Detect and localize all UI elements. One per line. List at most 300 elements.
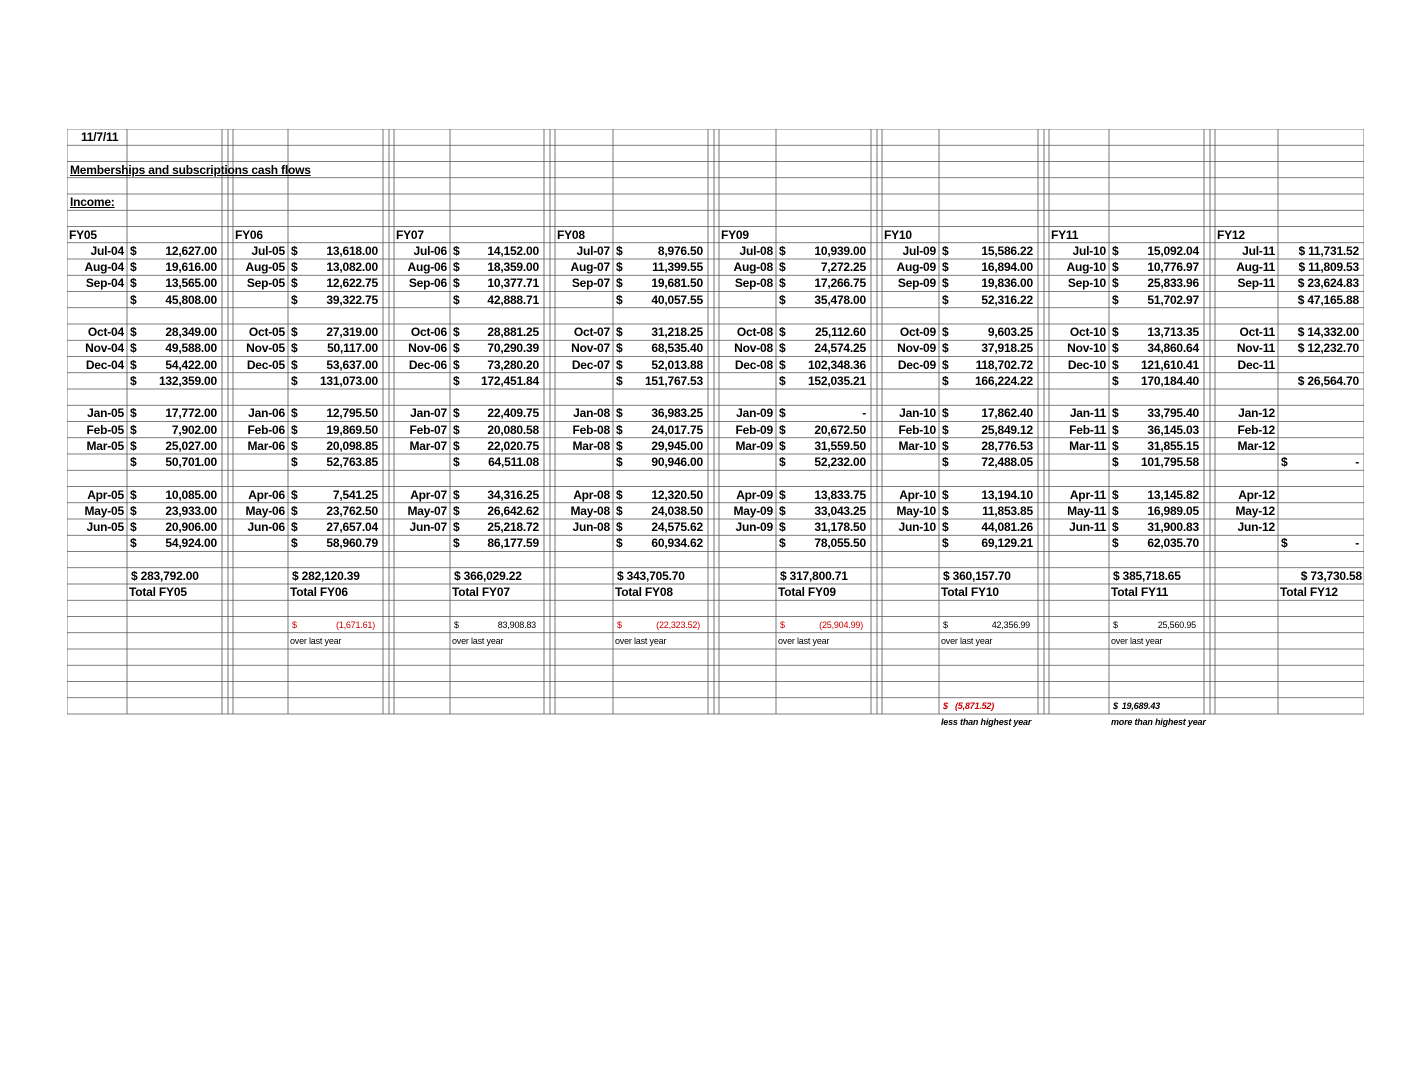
currency-sign: $: [616, 357, 623, 372]
currency-sign: $: [291, 438, 298, 453]
month-label: Nov-08: [734, 341, 773, 356]
month-amount: 23,762.50: [326, 503, 378, 518]
month-amount: 20,672.50: [814, 422, 866, 437]
currency-sign: $: [453, 503, 460, 518]
quarter-subtotal: -: [1355, 536, 1359, 551]
month-amount: 10,377.71: [487, 276, 539, 291]
month-amount: 16,989.05: [1147, 503, 1199, 518]
month-label: Jan-08: [573, 406, 610, 421]
month-label: Apr-05: [87, 487, 124, 502]
month-amount: 12,627.00: [165, 243, 217, 258]
currency-sign: $: [291, 357, 298, 372]
month-amount: 25,849.12: [981, 422, 1033, 437]
month-amount: 24,017.75: [651, 422, 703, 437]
quarter-subtotal: 45,808.00: [165, 292, 217, 307]
currency-sign: $: [453, 438, 460, 453]
currency-sign: $: [291, 520, 298, 534]
month-label: Jun-05: [86, 520, 124, 534]
quarter-subtotal: 166,224.22: [974, 373, 1033, 388]
quarter-subtotal: 52,232.00: [814, 455, 866, 469]
month-amount: 23,933.00: [165, 503, 217, 518]
month-amount: 10,776.97: [1147, 260, 1199, 274]
currency-sign: $: [130, 325, 137, 339]
month-label: Jun-09: [735, 520, 773, 534]
currency-sign: $: [453, 243, 460, 258]
currency-sign: $: [130, 455, 137, 469]
month-label: Apr-07: [410, 487, 447, 502]
quarter-subtotal: 39,322.75: [326, 292, 378, 307]
month-label: Jul-05: [251, 243, 285, 258]
currency-sign: $: [1112, 292, 1119, 307]
currency-sign: $: [779, 373, 786, 388]
month-amount: 27,657.04: [326, 520, 378, 534]
fy-grand-total: $ 343,705.70: [617, 568, 685, 583]
month-amount: 25,833.96: [1147, 276, 1199, 291]
month-label: Sep-08: [734, 276, 773, 291]
month-amount: 29,945.00: [651, 438, 703, 453]
currency-sign: $: [1112, 422, 1119, 437]
month-amount: 25,112.60: [815, 325, 866, 339]
currency-sign: $: [130, 292, 137, 307]
highest-note: more than highest year: [1111, 717, 1206, 727]
change-vs-highest-year: 19,689.43: [1121, 700, 1160, 711]
currency-sign: $: [130, 438, 137, 453]
currency-sign: $: [616, 325, 623, 339]
month-amount: 15,092.04: [1147, 243, 1199, 258]
month-amount: $ 11,731.52: [1298, 243, 1359, 258]
month-amount: 13,082.00: [326, 260, 378, 274]
currency-sign: $: [453, 276, 460, 291]
quarter-subtotal: 42,888.71: [487, 292, 539, 307]
currency-sign: $: [453, 292, 460, 307]
currency-sign: $: [779, 243, 786, 258]
month-label: Apr-11: [1069, 487, 1106, 502]
month-amount: 14,152.00: [487, 243, 539, 258]
currency-sign: $: [130, 503, 137, 518]
month-amount: 13,565.00: [165, 276, 217, 291]
month-label: Nov-06: [408, 341, 447, 356]
month-amount: 31,559.50: [814, 438, 866, 453]
month-label: Feb-11: [1069, 422, 1106, 437]
month-label: Dec-05: [246, 357, 285, 372]
month-amount: 24,574.25: [814, 341, 866, 356]
quarter-subtotal: 54,924.00: [165, 536, 217, 551]
month-amount: 16,894.00: [981, 260, 1033, 274]
currency-sign: $: [942, 276, 949, 291]
month-amount: 118,702.72: [975, 357, 1033, 372]
currency-sign: $: [1281, 536, 1288, 551]
currency-sign: $: [130, 357, 137, 372]
month-amount: 13,713.35: [1147, 325, 1199, 339]
month-amount: 19,869.50: [326, 422, 378, 437]
currency-sign: $: [779, 487, 786, 502]
currency-sign: $: [779, 503, 786, 518]
month-amount: 20,906.00: [165, 520, 217, 534]
month-amount: 36,145.03: [1147, 422, 1199, 437]
currency-sign: $: [942, 438, 949, 453]
currency-sign: $: [291, 341, 298, 356]
month-amount: 102,348.36: [807, 357, 866, 372]
change-note: over last year: [290, 635, 342, 646]
month-amount: 12,622.75: [326, 276, 378, 291]
month-amount: 9,603.25: [987, 325, 1033, 339]
currency-sign: $: [453, 325, 460, 339]
month-label: Aug-06: [407, 260, 447, 274]
change-note: over last year: [778, 635, 830, 646]
month-amount: 17,862.40: [981, 406, 1033, 421]
month-amount: 37,918.25: [981, 341, 1033, 356]
month-label: Aug-05: [245, 260, 285, 274]
month-amount: 19,616.00: [165, 260, 217, 274]
month-amount: 20,080.58: [487, 422, 539, 437]
month-label: Nov-11: [1236, 341, 1275, 356]
month-amount: 7,272.25: [820, 260, 866, 274]
currency-sign: $: [779, 341, 786, 356]
month-label: Jan-12: [1238, 406, 1275, 421]
currency-sign: $: [942, 243, 949, 258]
month-amount: 27,319.00: [326, 325, 378, 339]
month-label: Aug-07: [570, 260, 610, 274]
month-label: Oct-04: [87, 325, 124, 339]
month-amount: 7,902.00: [171, 422, 217, 437]
month-label: Oct-06: [410, 325, 447, 339]
month-label: Aug-11: [1236, 260, 1275, 274]
month-label: Mar-12: [1237, 438, 1275, 453]
month-label: Jan-06: [248, 406, 285, 421]
change-currency: $: [454, 619, 459, 630]
currency-sign: $: [1112, 520, 1119, 534]
month-amount: 33,043.25: [814, 503, 866, 518]
month-label: Oct-07: [573, 325, 610, 339]
currency-sign: $: [616, 503, 623, 518]
fy-label: FY08: [557, 227, 585, 242]
month-amount: 68,535.40: [651, 341, 703, 356]
change-vs-last-year: (22,323.52): [656, 619, 700, 630]
quarter-subtotal: 60,934.62: [651, 536, 703, 551]
month-label: Jun-11: [1069, 520, 1106, 534]
fy-label: FY06: [235, 227, 263, 242]
quarter-subtotal: 172,451.84: [480, 373, 539, 388]
currency-sign: $: [130, 260, 137, 274]
currency-sign: $: [1112, 438, 1119, 453]
month-amount: 31,218.25: [651, 325, 703, 339]
change-vs-last-year: 25,560.95: [1157, 619, 1196, 630]
currency-sign: $: [942, 422, 949, 437]
currency-sign: $: [291, 325, 298, 339]
month-label: Mar-07: [409, 438, 447, 453]
month-amount: 34,316.25: [487, 487, 539, 502]
month-label: May-12: [1235, 503, 1275, 518]
income-label: Income:: [70, 195, 115, 209]
month-label: Jun-10: [898, 520, 936, 534]
month-amount: 34,860.64: [1147, 341, 1199, 356]
month-amount: 17,266.75: [814, 276, 866, 291]
quarter-subtotal: 101,795.58: [1140, 455, 1199, 469]
currency-sign: $: [453, 341, 460, 356]
currency-sign: $: [942, 503, 949, 518]
spreadsheet: [67, 129, 1364, 726]
month-amount: 52,013.88: [651, 357, 703, 372]
quarter-subtotal: 90,946.00: [651, 455, 703, 469]
month-amount: 54,422.00: [165, 357, 217, 372]
change-note: over last year: [615, 635, 667, 646]
month-amount: 15,586.22: [981, 243, 1033, 258]
currency-sign: $: [291, 455, 298, 469]
fy-total-label: Total FY06: [290, 585, 348, 599]
fy-total-label: Total FY11: [1111, 585, 1169, 599]
quarter-subtotal: -: [1355, 455, 1359, 469]
currency-sign: $: [130, 536, 137, 551]
currency-sign: $: [616, 455, 623, 469]
month-amount: 24,575.62: [651, 520, 703, 534]
month-amount: 36,983.25: [651, 406, 703, 421]
month-label: Sep-04: [85, 276, 124, 291]
month-amount: 17,772.00: [165, 406, 217, 421]
change-currency: $: [617, 619, 622, 630]
month-amount: -: [862, 406, 866, 421]
month-label: Jun-08: [572, 520, 610, 534]
currency-sign: $: [291, 536, 298, 551]
fy-grand-total: $ 282,120.39: [292, 568, 360, 583]
month-label: Dec-04: [85, 357, 124, 372]
month-amount: 13,194.10: [981, 487, 1033, 502]
month-label: Jan-05: [87, 406, 124, 421]
month-label: Aug-04: [84, 260, 124, 274]
month-label: Jan-09: [736, 406, 773, 421]
currency-sign: $: [130, 406, 137, 421]
currency-sign: $: [779, 260, 786, 274]
month-label: Feb-10: [898, 422, 936, 437]
fy-grand-total: $ 366,029.22: [454, 568, 522, 583]
month-amount: 7,541.25: [332, 487, 378, 502]
month-label: Nov-05: [246, 341, 285, 356]
fy-label: FY12: [1217, 227, 1245, 242]
currency-sign: $: [1112, 536, 1119, 551]
currency-sign: $: [779, 422, 786, 437]
change-vs-last-year: (1,671.61): [335, 619, 375, 630]
month-amount: 31,178.50: [814, 520, 866, 534]
month-label: Mar-08: [572, 438, 610, 453]
currency-sign: $: [616, 341, 623, 356]
currency-sign: $: [291, 406, 298, 421]
month-label: Feb-06: [247, 422, 285, 437]
month-label: Mar-11: [1069, 438, 1106, 453]
fy-total-label: Total FY07: [452, 585, 510, 599]
currency-sign: $: [130, 422, 137, 437]
month-amount: 10,939.00: [814, 243, 866, 258]
month-amount: 121,610.41: [1140, 357, 1199, 372]
month-amount: 50,117.00: [327, 341, 378, 356]
month-amount: 31,855.15: [1147, 438, 1199, 453]
currency-sign: $: [616, 406, 623, 421]
month-amount: 19,836.00: [981, 276, 1033, 291]
fy-total-label: Total FY10: [941, 585, 999, 599]
month-amount: 18,359.00: [487, 260, 539, 274]
currency-sign: $: [453, 536, 460, 551]
currency-sign: $: [779, 276, 786, 291]
currency-sign: $: [616, 276, 623, 291]
fy-label: FY07: [396, 227, 424, 242]
month-amount: 49,588.00: [165, 341, 217, 356]
month-amount: 28,881.25: [487, 325, 539, 339]
currency-sign: $: [942, 536, 949, 551]
currency-sign: $: [942, 260, 949, 274]
change-vs-last-year: 42,356.99: [991, 619, 1030, 630]
currency-sign: $: [942, 455, 949, 469]
currency-sign: $: [779, 520, 786, 534]
currency-sign: $: [779, 455, 786, 469]
month-label: Apr-10: [899, 487, 936, 502]
month-label: Jul-04: [90, 243, 124, 258]
month-amount: $ 11,809.53: [1298, 260, 1359, 274]
month-amount: $ 12,232.70: [1297, 341, 1359, 356]
month-amount: 12,320.50: [651, 487, 703, 502]
month-label: Oct-05: [248, 325, 285, 339]
month-amount: 13,145.82: [1147, 487, 1199, 502]
month-label: Feb-12: [1237, 422, 1275, 437]
month-label: Apr-06: [248, 487, 285, 502]
month-label: Mar-06: [247, 438, 285, 453]
currency-sign: $: [291, 373, 298, 388]
currency-sign: $: [130, 276, 137, 291]
currency-sign: $: [1112, 276, 1119, 291]
highest-note: less than highest year: [941, 717, 1032, 727]
report-date: 11/7/11: [81, 130, 119, 144]
quarter-subtotal: 62,035.70: [1147, 536, 1199, 551]
quarter-subtotal: $ 26,564.70: [1297, 373, 1359, 388]
fy-label: FY09: [721, 227, 749, 242]
currency-sign: $: [453, 487, 460, 502]
currency-sign: $: [1112, 406, 1119, 421]
fy-total-label: Total FY05: [129, 585, 187, 599]
currency-sign: $: [1112, 260, 1119, 274]
currency-sign: $: [942, 520, 949, 534]
month-label: Feb-09: [735, 422, 773, 437]
change-note: over last year: [941, 635, 993, 646]
month-label: Nov-07: [571, 341, 610, 356]
month-label: Jun-12: [1237, 520, 1275, 534]
currency-sign: $: [616, 520, 623, 534]
month-label: Sep-11: [1237, 276, 1275, 291]
month-label: May-08: [570, 503, 610, 518]
currency-sign: $: [291, 292, 298, 307]
month-amount: 22,409.75: [487, 406, 539, 421]
quarter-subtotal: 72,488.05: [981, 455, 1033, 469]
quarter-subtotal: 40,057.55: [651, 292, 703, 307]
month-amount: 19,681.50: [651, 276, 703, 291]
change-vs-last-year: (25,904.99): [819, 619, 863, 630]
quarter-subtotal: 152,035.21: [807, 373, 866, 388]
month-label: Jan-11: [1069, 406, 1106, 421]
change-currency: $: [943, 619, 948, 630]
currency-sign: $: [291, 260, 298, 274]
quarter-subtotal: 52,763.85: [326, 455, 378, 469]
month-amount: 73,280.20: [487, 357, 539, 372]
change-currency: $: [292, 619, 297, 630]
month-label: May-11: [1067, 503, 1106, 518]
month-label: May-06: [245, 503, 285, 518]
month-label: Aug-09: [896, 260, 936, 274]
currency-sign: $: [616, 536, 623, 551]
month-label: May-05: [84, 503, 124, 518]
month-label: Nov-10: [1067, 341, 1106, 356]
fy-grand-total: $ 317,800.71: [780, 568, 848, 583]
quarter-subtotal: 131,073.00: [319, 373, 378, 388]
month-label: Aug-10: [1066, 260, 1106, 274]
currency-sign: $: [291, 487, 298, 502]
currency-sign: $: [779, 438, 786, 453]
fy-total-label: Total FY09: [778, 585, 836, 599]
month-label: Jun-07: [409, 520, 447, 534]
month-label: Apr-09: [736, 487, 773, 502]
month-amount: 22,020.75: [487, 438, 539, 453]
currency-sign: $: [616, 260, 623, 274]
quarter-subtotal: 50,701.00: [165, 455, 217, 469]
change-currency: $: [1113, 619, 1118, 630]
month-label: Nov-04: [85, 341, 124, 356]
month-label: Jul-07: [576, 243, 610, 258]
month-amount: 28,349.00: [165, 325, 217, 339]
month-amount: 25,218.72: [487, 520, 539, 534]
month-label: Apr-08: [573, 487, 610, 502]
month-label: Dec-06: [408, 357, 447, 372]
currency-sign: $: [453, 520, 460, 534]
month-amount: 26,642.62: [487, 503, 539, 518]
month-label: Mar-10: [898, 438, 936, 453]
month-label: Jun-06: [247, 520, 285, 534]
quarter-subtotal: 51,702.97: [1147, 292, 1199, 307]
change-vs-highest-year: (5,871.52): [954, 700, 994, 711]
highest-currency: $: [943, 700, 948, 711]
month-amount: 28,776.53: [981, 438, 1033, 453]
month-amount: $ 14,332.00: [1297, 325, 1359, 339]
quarter-subtotal: 58,960.79: [326, 536, 378, 551]
month-label: Jul-09: [902, 243, 936, 258]
month-amount: 53,637.00: [326, 357, 378, 372]
currency-sign: $: [616, 422, 623, 437]
currency-sign: $: [942, 325, 949, 339]
month-amount: 44,081.26: [981, 520, 1033, 534]
month-amount: 25,027.00: [165, 438, 217, 453]
currency-sign: $: [779, 292, 786, 307]
month-label: Jul-06: [413, 243, 447, 258]
month-amount: 31,900.83: [1147, 520, 1199, 534]
month-label: Dec-10: [1067, 357, 1106, 372]
currency-sign: $: [1112, 503, 1119, 518]
month-label: Aug-08: [733, 260, 773, 274]
highest-currency: $: [1113, 700, 1118, 711]
month-label: Oct-09: [899, 325, 936, 339]
quarter-subtotal: $ 47,165.88: [1297, 292, 1359, 307]
currency-sign: $: [1112, 325, 1119, 339]
month-label: Mar-05: [86, 438, 124, 453]
currency-sign: $: [291, 243, 298, 258]
currency-sign: $: [779, 536, 786, 551]
month-amount: 13,833.75: [814, 487, 866, 502]
currency-sign: $: [453, 422, 460, 437]
fy-grand-total: $ 283,792.00: [131, 568, 199, 583]
currency-sign: $: [1281, 455, 1288, 469]
month-amount: 12,795.50: [326, 406, 378, 421]
fy-grand-total: $ 73,730.58: [1300, 568, 1362, 583]
currency-sign: $: [291, 276, 298, 291]
currency-sign: $: [942, 487, 949, 502]
quarter-subtotal: 78,055.50: [814, 536, 866, 551]
currency-sign: $: [942, 373, 949, 388]
month-label: May-07: [407, 503, 447, 518]
currency-sign: $: [453, 373, 460, 388]
month-label: May-09: [733, 503, 773, 518]
